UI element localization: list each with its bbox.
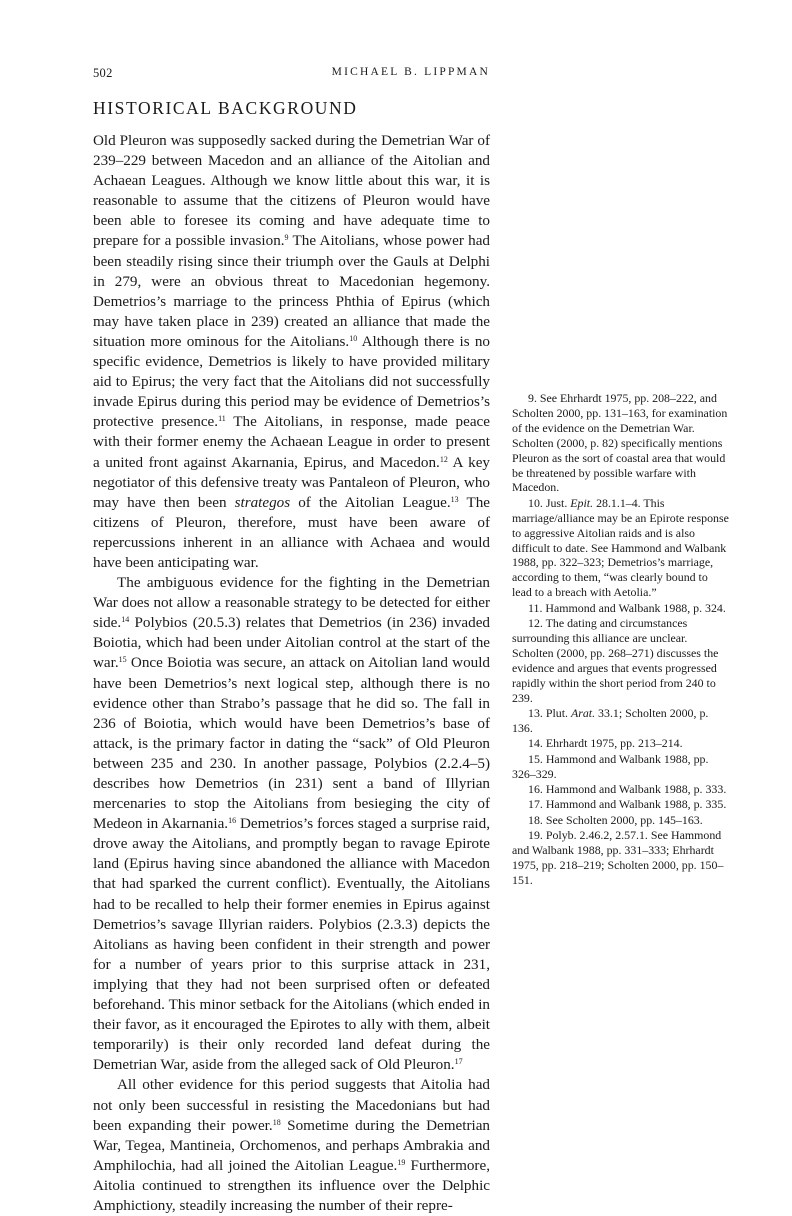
- text-run: Demetrios’s forces staged a surprise raid, drove away the Aitolians, and promptly began to ravage Epirote land (Epirus having since abandoned the alliance with Macedon that had sparked the current conflict). Eventually, the Aitolians had to be recalled to help their former enemies in Epirus against Demetrios’s savage Illyrian raiders. Polybios (2.3.3) depicts the Aitolians as having been confident in their strength and power for a number of years prior to this surprise attack in 231, implying that they had not been surprised often or defeated beforehand. This minor setback for the Aitolians (which ended in their favor, as it encouraged the Epirotes to ally with them, albeit temporarily) is their only recorded land defeat during the Demetrian War, aside from the alleged sack of Old Pleuron.: [93, 815, 490, 1074]
- italic-term: Epit.: [570, 495, 594, 510]
- footnote-ref: 19: [397, 1157, 406, 1167]
- text-run: 18. See Scholten 2000, pp. 145–163.: [528, 812, 703, 827]
- footnote: [512, 752, 730, 782]
- footnote: [512, 706, 730, 736]
- text-run: of the Aitolian League.: [290, 493, 451, 511]
- text-run: All other evidence for this period suggests that Aitolia had not only been successful in resisting the Macedonians but had been expanding their power.: [93, 1076, 490, 1134]
- text-run: 16. Hammond and Walbank 1988, p. 333.: [528, 782, 727, 797]
- footnote-ref: 9: [284, 233, 289, 243]
- footnote-ref: 11: [218, 414, 226, 424]
- footnote-ref: 13: [450, 494, 459, 504]
- footnote: [512, 601, 730, 616]
- footnote: [512, 616, 730, 705]
- footnote-ref: 18: [272, 1117, 281, 1127]
- text-run: Once Boiotia was secure, an attack on Aitolian land would have been Demetrios’s next logical step, although there is no evidence other than Strabo’s passage that he did so. The fall in 236 of Boiotia, which would have been Demetrios’s base of attack, is the primary factor in dating the “sack” of Old Pleuron between 235 and 230. In another passage, Polybios (2.2.4–5) describes how Demetrios (in 231) sent a band of Illyrian mercenaries to stop the Aitolians from besieging the city of Medeon in Akarnania.: [93, 654, 490, 833]
- footnote: [512, 782, 730, 797]
- body-paragraph: [93, 131, 490, 573]
- text-run: Sometime during the Demetrian War, Tegea, Mantineia, Orchomenos, and perhaps Ambrakia and Amphilochia, had all joined the Aitolian League.: [93, 1116, 490, 1174]
- footnote-ref: 14: [121, 615, 130, 625]
- section-title: HISTORICAL BACKGROUND: [93, 98, 358, 118]
- running-author: MICHAEL B. LIPPMAN: [331, 66, 490, 78]
- text-run: Old Pleuron was supposedly sacked during the Demetrian War of 239–229 between Macedon and an alliance of the Aitolian and Achaean Leagues. Although we know little about this war, it is reasonable to assume that the citizens of Pleuron would have been able to foresee its coming and have adequate time to prepare for a possible invasion.: [93, 132, 490, 250]
- text-run: 9. See Ehrhardt 1975, pp. 208–222, and Scholten 2000, pp. 131–163, for examination of the evidence on the Demetrian War. Scholten (2000, p. 82) specifically mentions Pleuron as the sort of coastal area that would be threatened by possible warfare with Macedon.: [512, 391, 728, 495]
- footnote-ref: 16: [228, 816, 237, 826]
- footnote-ref: 17: [454, 1057, 463, 1067]
- footnotes-column: [512, 391, 730, 888]
- footnote-ref: 12: [439, 454, 448, 464]
- text-run: 12. The dating and circumstances surrounding this alliance are unclear. Scholten (2000, pp. 268–271) discusses the evidence and argues that events progressed rapidly within the short period from 240 to 239.: [512, 616, 719, 705]
- text-run: 11. Hammond and Walbank 1988, p. 324.: [528, 600, 726, 615]
- body-paragraph: [93, 1075, 490, 1216]
- text-run: 33.1; Scholten 2000, p. 136.: [512, 706, 709, 735]
- footnote-ref: 10: [349, 333, 358, 343]
- body-paragraph: [93, 573, 490, 1075]
- text-run: 19. Polyb. 2.46.2, 2.57.1. See Hammond and Walbank 1988, pp. 331–333; Ehrhardt 1975, pp. 218–219; Scholten 2000, pp. 150–151.: [512, 828, 724, 887]
- footnote: [512, 736, 730, 751]
- footnote: [512, 391, 730, 495]
- text-run: A key negotiator of this defensive treaty was Pantaleon of Pleuron, who may have then been: [93, 453, 490, 511]
- text-run: 10. Just.: [528, 495, 571, 510]
- text-run: 13. Plut.: [528, 706, 571, 721]
- text-run: 17. Hammond and Walbank 1988, p. 335.: [528, 797, 727, 812]
- main-body-text: [93, 131, 490, 1216]
- text-run: Polybios (20.5.3) relates that Demetrios (in 236) invaded Boiotia, which had been under Aitolian control at the start of the war.: [93, 614, 490, 672]
- text-run: The Aitolians, whose power had been steadily rising since their triumph over the Gauls at Delphi in 279, were an obvious threat to Macedonian hegemony. Demetrios’s marriage to the princess Phthia of Epirus (which may have taken place in 239) created an alliance that made the situation more ominous for the Aitolians.: [93, 232, 490, 350]
- page-number: 502: [93, 66, 113, 80]
- text-run: The Aitolians, in response, made peace with their former enemy the Achaean League in order to present a united front against Akarnania, Epirus, and Macedon.: [93, 413, 490, 471]
- text-run: Furthermore, Aitolia continued to strengthen its influence over the Delphic Amphictiony, steadily increasing the number of their repre-: [93, 1156, 490, 1214]
- footnote-ref: 15: [118, 655, 127, 665]
- footnote: [512, 797, 730, 812]
- text-run: 15. Hammond and Walbank 1988, pp. 326–329.: [512, 751, 709, 781]
- italic-term: Arat.: [570, 706, 596, 721]
- text-run: 14. Ehrhardt 1975, pp. 213–214.: [528, 736, 683, 751]
- footnote: [512, 828, 730, 888]
- text-run: The ambiguous evidence for the fighting in the Demetrian War does not allow a reasonable strategy to be detected for either side.: [93, 574, 490, 632]
- italic-term: strategos: [234, 493, 291, 511]
- footnote: [512, 496, 730, 600]
- text-run: Although there is no specific evidence, Demetrios is likely to have provided military aid to Epirus; the very fact that the Aitolians did not successfully invade Epirus during this period may be evidence of Demetrios’s protective presence.: [93, 332, 490, 431]
- text-run: 28.1.1–4. This marriage/alliance may be an Epirote response to aggressive Aitolian raids and is also difficult to date. See Hammond and Walbank 1988, pp. 322–323; Demetrios’s marriage, according to them, “was clearly bound to lead to a breach with Aetolia.”: [512, 495, 729, 600]
- footnote: [512, 813, 730, 828]
- text-run: The citizens of Pleuron, therefore, must have been aware of repercussions inherent in an alliance with Achaea and would have been anticipating war.: [93, 493, 490, 571]
